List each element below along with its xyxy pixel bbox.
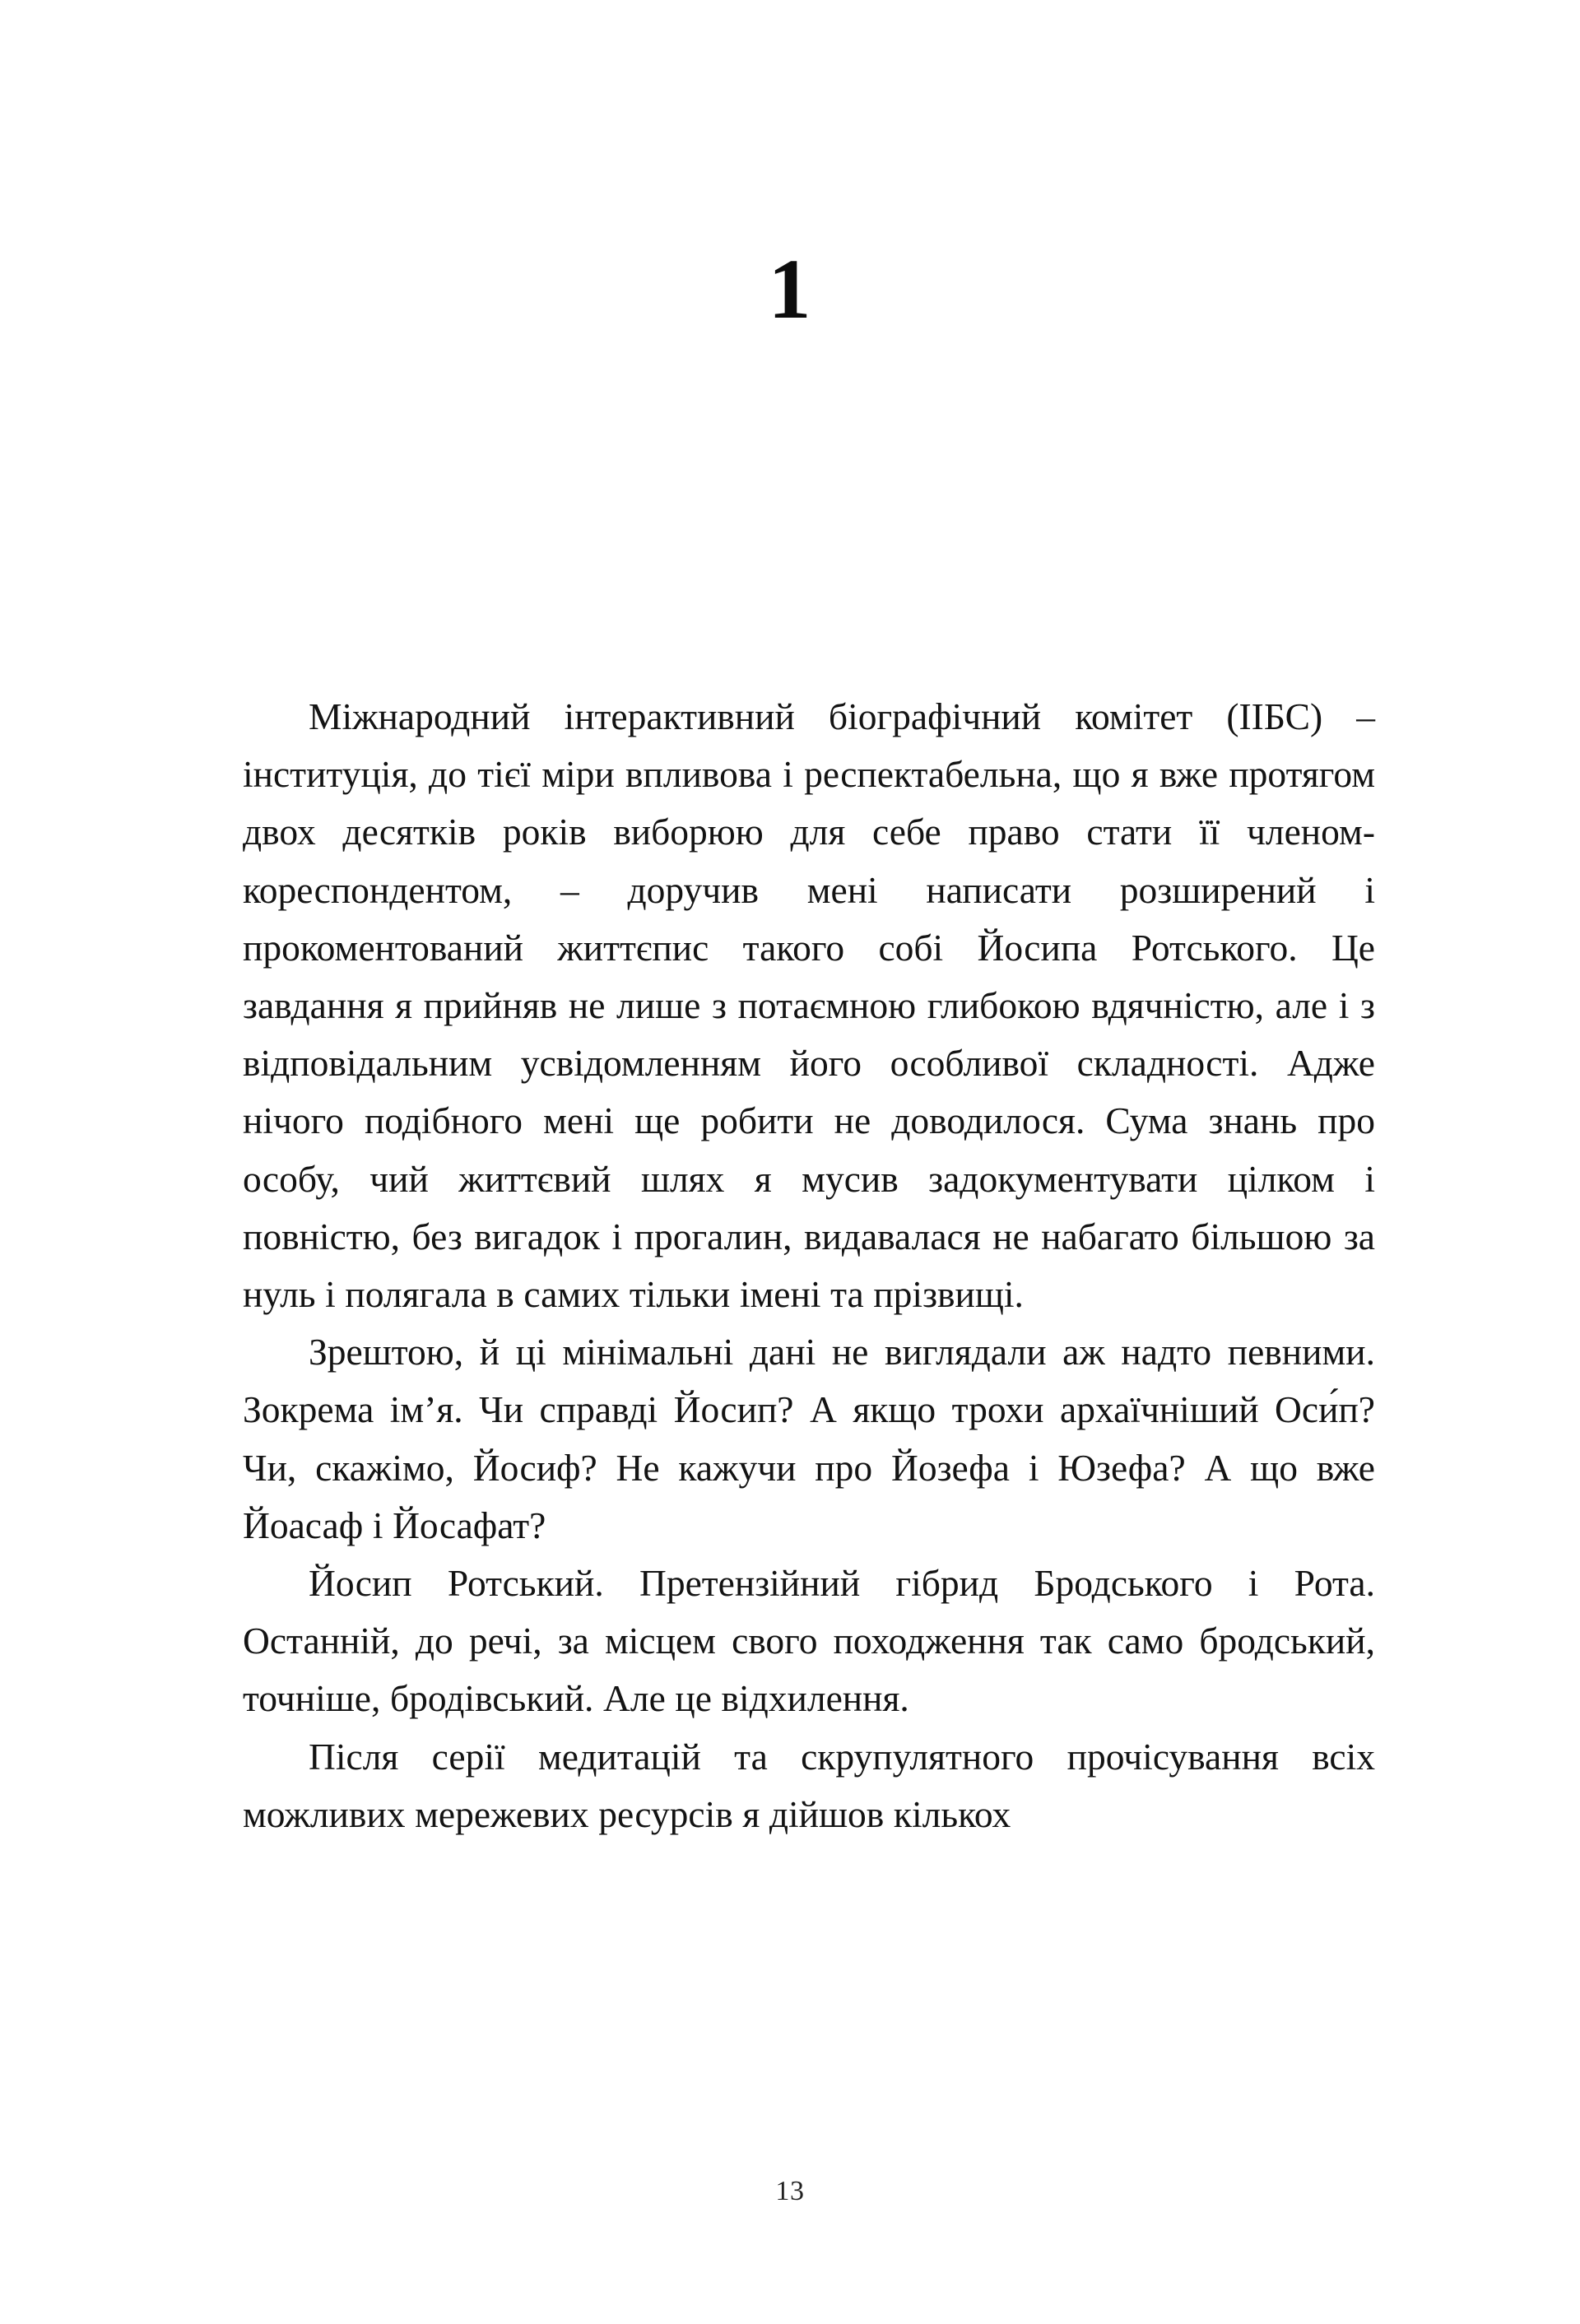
body-text-block xyxy=(243,688,1375,1843)
paragraph: Йосип Ротський. Претензійний гібрид Бродського і Рота. Останній, до речі, за місцем свого походження так само бродський, точніше, бродівський. Але це відхилення. xyxy=(243,1562,1375,1720)
chapter-number: 1 xyxy=(768,242,812,337)
paragraph: Після серії медитацій та скрупулятного прочісування всіх можливих мережевих ресурсів я дійшов кількох xyxy=(243,1735,1375,1835)
paragraph: Міжнародний інтерактивний біографічний комітет (ІІБС) – інституція, до тієї міри впливова і респектабельна, що я вже протягом двох десятків років виборюю для себе право стати її членом-кореспондентом, – доручив мені написати розширений і прокоментований життєпис такого собі Йосипа Ротського. Це завдання я прийняв не лише з потаємною глибокою вдячністю, але і з відповідальним усвідомленням його особливої складності. Адже нічого подібного мені ще робити не доводилося. Сума знань про особу, чий життєвий шлях я мусив задокументувати цілком і повністю, без вигадок і прогалин, видавалася не набагато більшою за нуль і полягала в самих тільки імені та прізвищі. xyxy=(243,695,1375,1316)
paragraph: Зрештою, й ці мінімальні дані не виглядали аж надто певними. Зокрема ім’я. Чи справді Йосип? А якщо трохи архаїчніший Оси́п? Чи, скажімо, Йосиф? Не кажучи про Йозефа і Юзефа? А що вже Йоасаф і Йосафат? xyxy=(243,1331,1375,1546)
page-number: 13 xyxy=(775,2176,805,2206)
